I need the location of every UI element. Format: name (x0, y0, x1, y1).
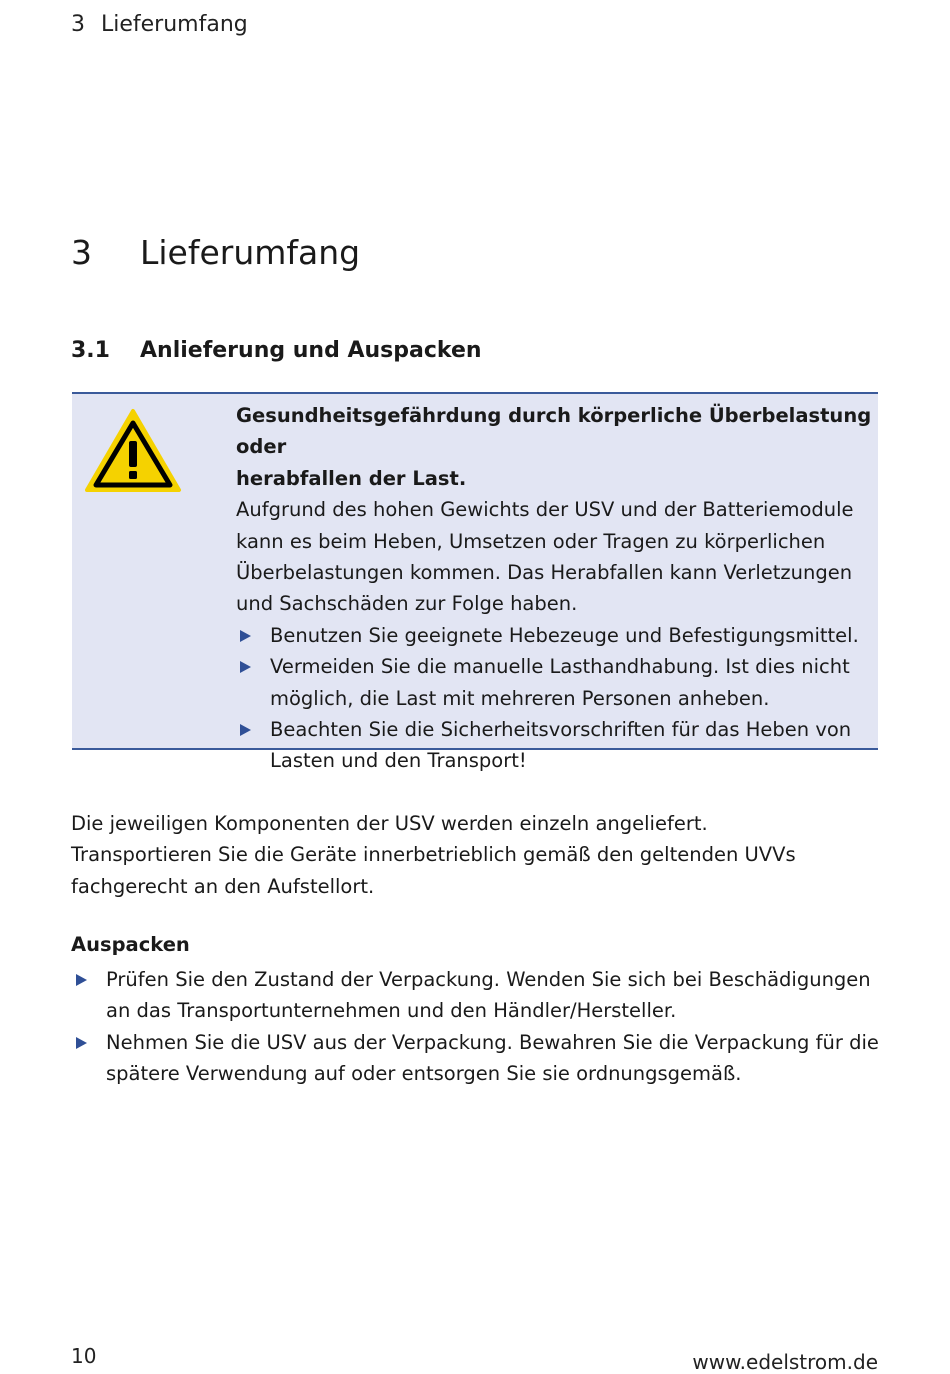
body-line: fachgerecht an den Aufstellort. (71, 874, 375, 898)
warning-description (236, 494, 872, 620)
auspacken-heading: Auspacken (71, 933, 190, 956)
bullet-line: Lasten und den Transport! (270, 749, 527, 773)
auspacken-line: spätere Verwendung auf oder entsorgen Sie sie ordnungsgemäß. (106, 1062, 742, 1086)
warning-triangle-icon (84, 408, 182, 494)
auspacken-item (71, 964, 891, 1027)
warning-text (236, 400, 872, 777)
auspacken-list (71, 964, 891, 1090)
body-paragraph (71, 808, 891, 902)
bullet-triangle-icon (240, 661, 251, 673)
running-header-title: Lieferumfang (101, 12, 248, 37)
warning-bullet-item (236, 714, 872, 777)
warning-title-line: Gesundheitsgefährdung durch körperliche Überbelastung oder (236, 404, 872, 459)
body-line: Transportieren Sie die Geräte innerbetrieblich gemäß den geltenden UVVs (71, 843, 796, 867)
chapter-number: 3 (71, 233, 92, 272)
warning-text-line: Überbelastungen kommen. Das Herabfallen kann Verletzungen (236, 561, 853, 585)
running-header (71, 12, 248, 37)
section-number: 3.1 (71, 338, 110, 363)
bullet-triangle-icon (76, 974, 87, 986)
bullet-line: Beachten Sie die Sicherheitsvorschriften für das Heben von (270, 718, 852, 742)
section-heading (71, 338, 482, 363)
chapter-title: Lieferumfang (140, 233, 361, 272)
bullet-triangle-icon (240, 724, 251, 736)
warning-title-line: herabfallen der Last. (236, 466, 467, 490)
warning-text-line: Aufgrund des hohen Gewichts der USV und der Batteriemodule (236, 498, 854, 522)
auspacken-item (71, 1027, 891, 1090)
chapter-heading (71, 233, 360, 272)
warning-box (72, 392, 878, 773)
bullet-triangle-icon (76, 1037, 87, 1049)
warning-bullet-item (236, 620, 872, 651)
auspacken-line: Nehmen Sie die USV aus der Verpackung. Bewahren Sie die Verpackung für die (106, 1030, 879, 1054)
section-title: Anlieferung und Auspacken (140, 338, 482, 363)
auspacken-line: an das Transportunternehmen und den Händler/Hersteller. (106, 999, 677, 1023)
warning-text-line: kann es beim Heben, Umsetzen oder Tragen zu körperlichen (236, 529, 826, 553)
warning-bullet-list (236, 620, 872, 777)
footer-url: www.edelstrom.de (692, 1350, 878, 1374)
running-header-number: 3 (71, 12, 85, 37)
bullet-line: Vermeiden Sie die manuelle Lasthandhabung. Ist dies nicht (270, 655, 850, 679)
body-line: Die jeweiligen Komponenten der USV werden einzeln angeliefert. (71, 812, 708, 835)
page-number: 10 (71, 1344, 97, 1368)
warning-bullet-item (236, 651, 872, 714)
warning-title (236, 400, 872, 494)
bullet-triangle-icon (240, 630, 251, 642)
bullet-line: Benutzen Sie geeignete Hebezeuge und Befestigungsmittel. (270, 623, 859, 647)
bullet-line: möglich, die Last mit mehreren Personen anheben. (270, 686, 770, 710)
auspacken-line: Prüfen Sie den Zustand der Verpackung. Wenden Sie sich bei Beschädigungen (106, 968, 871, 991)
warning-text-line: und Sachschäden zur Folge haben. (236, 592, 578, 616)
